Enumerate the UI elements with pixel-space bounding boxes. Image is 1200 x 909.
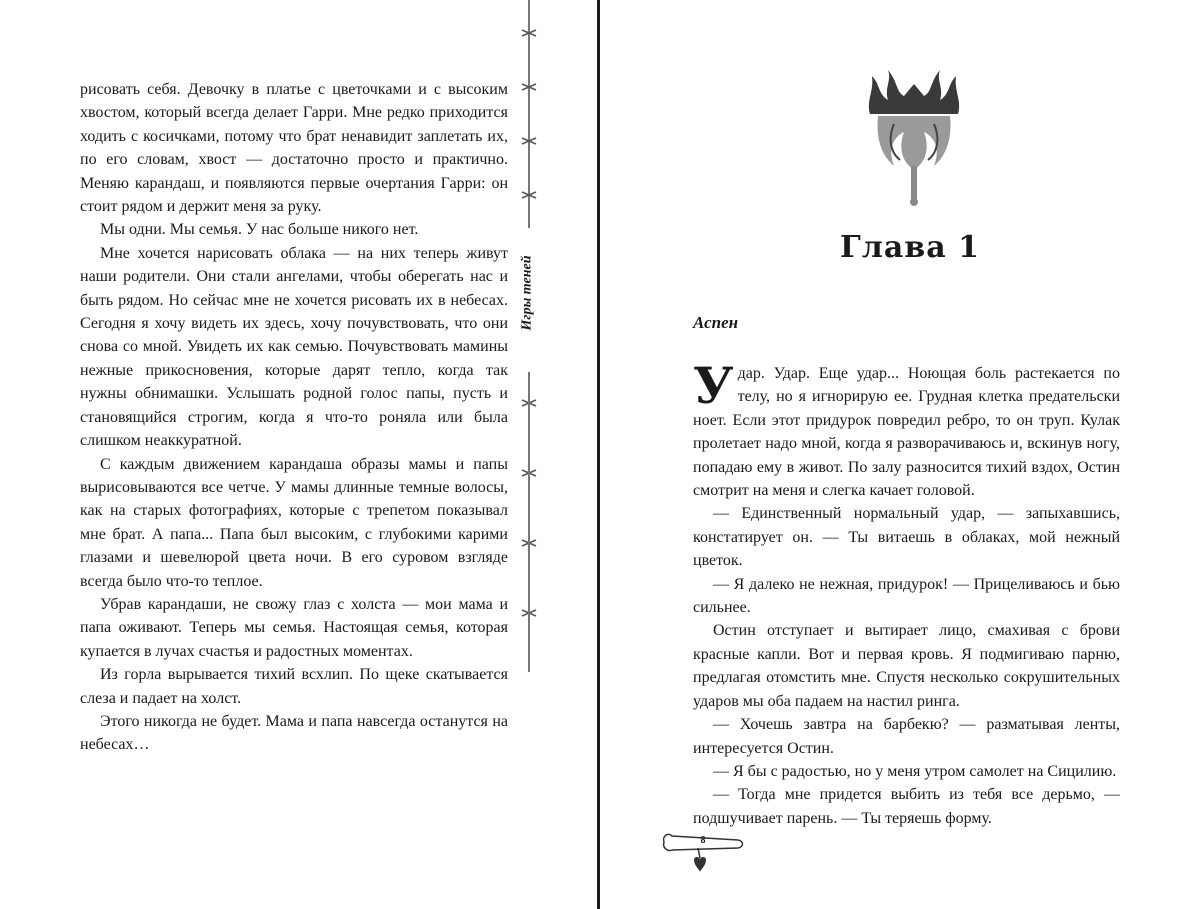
left-page-text	[80, 78, 508, 757]
paragraph: Мне хочется нарисовать облака — на них теперь живут наши родители. Они стали ангелами, чтобы оберегать нас и быть рядом. Но сейчас мне не хочется рисовать их в небесах. Сегодня я хочу видеть их здесь, хочу почувствовать, что они снова со мной. Увидеть их как семью. Почувствовать мамины нежные прикосновения, которые дарят тепло, когда так нужны обнимашки. Услышать родной голос папы, пусть и становящийся строгим, когда я что-то роняла или была слишком неаккуратной.	[80, 244, 508, 450]
paragraph: — Единственный нормальный удар, — запыхавшись, констатирует он. — Ты витаешь в облаках, мой нежный цветок.	[693, 505, 1120, 570]
paragraph: Остин отступает и вытирает лицо, смахивая с брови красные капли. Вот и первая кровь. Я подмигиваю парню, предлагая отомстить мне. Спустя несколько сокрушительных ударов мы оба падаем на настил ринга.	[693, 622, 1120, 710]
page-number-ornament	[658, 822, 748, 874]
paragraph: Из горла вырывается тихий всхлип. По щеке скатывается слеза и падает на холст.	[80, 666, 508, 707]
paragraph: — Я бы с радостью, но у меня утром самолет на Сицилию.	[713, 762, 1117, 780]
chapter-title: Глава 1	[840, 230, 980, 265]
paragraph: — Тогда мне придется выбить из тебя все дерьмо, — подшучивает парень. — Ты теряешь форму.	[693, 786, 1120, 827]
paragraph	[693, 356, 1120, 502]
safety-pin-icon	[658, 822, 748, 874]
paragraph-text: дар. Удар. Еще удар... Ноющая боль растекается по телу, но я игнорирую ее. Грудная клетка предательски ноет. Если этот придурок повредил ребро, то он труп. Кулак пролетает надо мной, когда я разворачиваюсь и, вскинув ногу, попадаю ему в живот. По залу разносится тихий вздох, Остин смотрит на меня и слегка качает головой.	[693, 365, 1120, 500]
paragraph: Мы одни. Мы семья. У нас больше никого нет.	[100, 221, 419, 239]
character-name: Аспен	[693, 313, 739, 332]
paragraph: — Я далеко не нежная, придурок! — Прицеливаюсь и бью сильнее.	[693, 575, 1120, 617]
barbed-wire-icon	[528, 372, 530, 672]
paragraph: Этого никогда не будет. Мама и папа навсегда останутся на небесах…	[80, 712, 508, 754]
page-number: 8	[700, 835, 706, 846]
paragraph: С каждым движением карандаша образы мамы и папы вырисовываются все четче. У мамы длинные темные волосы, как на старых фотографиях, которые с трепетом показывал мне брат. А папа... Папа был высоким, с глубокими карими глазами и шевелюрой цвета ночи. В его суровом взгляде всегда было что-то теплое.	[80, 455, 508, 590]
paragraph: Убрав карандаши, не свожу глаз с холста — мои мама и папа оживают. Теперь мы семья. Настоящая семья, которая купается в лучах счастья и радостных моментах.	[80, 595, 508, 660]
spine-ornament	[512, 0, 546, 909]
drop-cap: У	[693, 356, 734, 415]
paragraph: рисовать себя. Девочку в платье с цветочками и с высоким хвостом, который всегда делает Гарри. Мне редко приходится ходить с косичками, потому что брат ненавидит заплетать их, по его словам, хвост — достаточно просто и практично. Меняю карандаш, и появляются первые очертания Гарри: он стоит рядом и держит меня за руку.	[80, 81, 508, 216]
chapter-emblem-icon	[858, 66, 970, 208]
right-page	[600, 0, 1200, 909]
running-title: Игры теней	[519, 255, 535, 331]
paragraph: — Хочешь завтра на барбекю? — разматывая ленты, интересуется Остин.	[693, 716, 1120, 757]
right-page-text	[693, 356, 1120, 830]
